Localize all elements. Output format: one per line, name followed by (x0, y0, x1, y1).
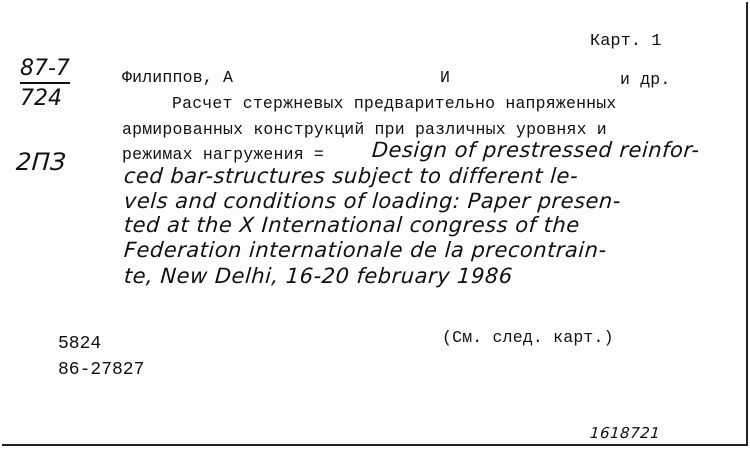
catalog-card (2, 2, 748, 446)
handwritten-line-1: Design of prestressed reinfor- (371, 138, 701, 162)
title-line-2: армированных конструкций при различных уровнях и (122, 120, 607, 139)
handwritten-line-6: te, New Delhi, 16-20 february 1986 (123, 264, 514, 288)
see-next-card: (См. след. карт.) (442, 328, 614, 347)
bottom-handwritten-note: 1618721 (589, 424, 661, 442)
title-line-3: режимах нагружения = (122, 145, 325, 164)
handwritten-line-4: ted at the X International congress of the (123, 213, 581, 237)
handwritten-line-2: ced bar-structures subject to different le- (123, 164, 579, 188)
accession-number-2: 86-27827 (58, 360, 145, 380)
author-and: И (440, 68, 451, 87)
accession-number-1: 5824 (58, 334, 102, 354)
handwritten-mark: 2ПЗ (15, 148, 68, 176)
handwritten-line-3: vels and conditions of loading: Paper presen- (123, 189, 622, 213)
card-number: Карт. 1 (590, 32, 662, 51)
handwritten-line-5: Federation internationale de la precontrain- (123, 238, 608, 262)
title-line-1: Расчет стержневых предварительно напряженных (172, 94, 617, 113)
author-etal: и др. (620, 70, 671, 89)
author: Филиппов, А (122, 68, 234, 87)
call-number-bottom: 724 (20, 86, 62, 111)
call-number-top: 87-7 (20, 56, 70, 84)
